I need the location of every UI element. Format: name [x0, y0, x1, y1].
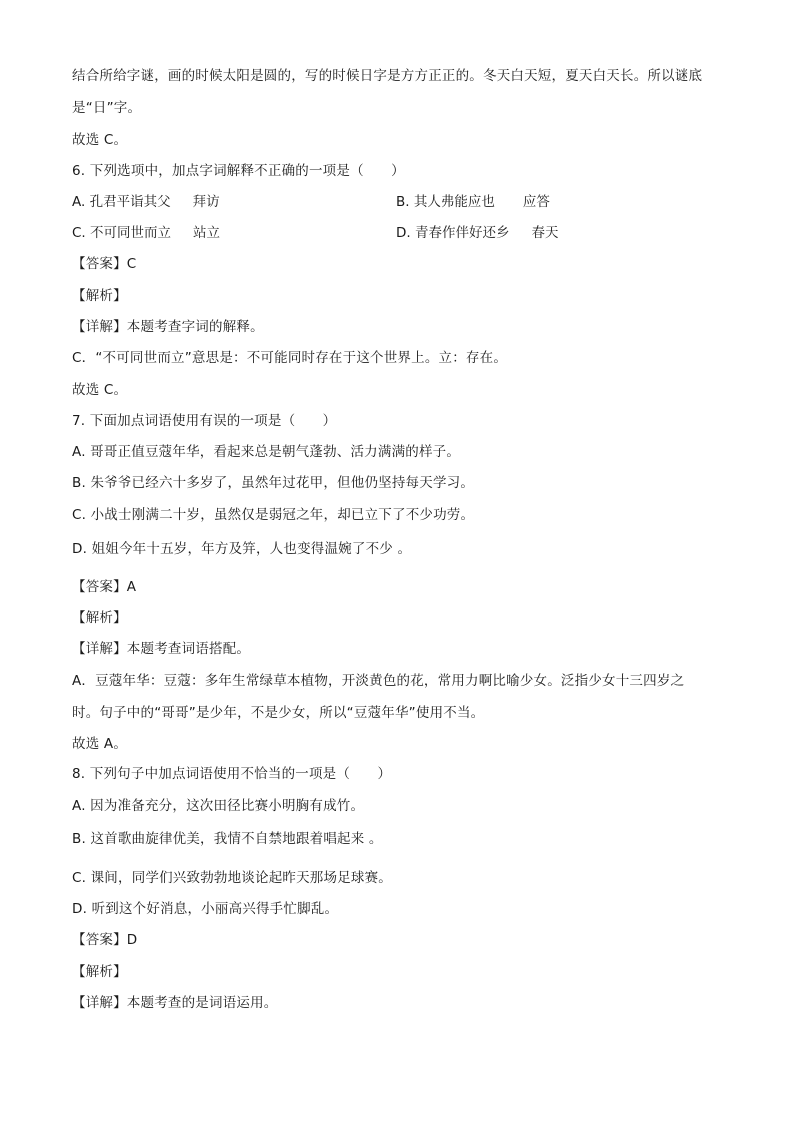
q6-answer: 【答案】C — [72, 256, 137, 272]
q6-option-a — [72, 192, 220, 212]
q8-detail: 【详解】本题考查的是词语运用。 — [72, 995, 278, 1011]
q8-option-d: D. 听到这个好消息，小丽高兴得手忙脚乱。 — [72, 901, 339, 917]
text-line: 是“日”字。 — [72, 100, 142, 116]
text-line: 结合所给字谜，画的时候太阳是圆的，写的时候日字是方方正正的。冬天白天短，夏天白天长。所以谜底 — [72, 68, 703, 84]
q8-answer: 【答案】D — [72, 932, 138, 948]
q7-option-a: A. 哥哥正值豆蔻年华，看起来总是朝气蓬勃、活力满满的样子。 — [72, 444, 461, 460]
q8-analysis-heading: 【解析】 — [72, 964, 127, 980]
q7-explanation-1: A．豆蔻年华：豆蔻：多年生常绿草本植物，开淡黄色的花，常用力啊比喻少女。泛指少女十三四岁之 — [72, 673, 685, 689]
q8-option-b: B. 这首歌曲旋律优美，我情不自禁地跟着唱起来 。 — [72, 831, 383, 847]
q6-analysis-heading: 【解析】 — [72, 288, 127, 304]
q6-detail: 【详解】本题考查字词的解释。 — [72, 319, 264, 335]
q6-option-b-text: B. 其人弗能应也 — [396, 194, 495, 210]
text-line: 故选 C。 — [72, 132, 128, 148]
q6-option-a-text: A. 孔君平诣其父 — [72, 194, 171, 210]
q6-option-c-meaning: 站立 — [193, 225, 221, 241]
q7-analysis-heading: 【解析】 — [72, 610, 127, 626]
q7-detail: 【详解】本题考查词语搭配。 — [72, 641, 251, 657]
q6-option-d — [396, 223, 558, 243]
question-7: 7. 下面加点词语使用有误的一项是（ ） — [72, 413, 337, 429]
q8-option-c: C. 课间，同学们兴致勃勃地谈论起昨天那场足球赛。 — [72, 870, 393, 886]
q7-choose: 故选 A。 — [72, 736, 128, 752]
q6-choose: 故选 C。 — [72, 382, 128, 398]
q6-option-b-meaning: 应答 — [522, 194, 550, 210]
q6-option-a-meaning: 拜访 — [192, 194, 220, 210]
q7-option-d: D. 姐姐今年十五岁，年方及笄，人也变得温婉了不少 。 — [72, 541, 412, 557]
q6-option-d-text: D. 青春作伴好还乡 — [396, 225, 510, 241]
q6-explanation: C．“不可同世而立”意思是：不可能同时存在于这个世界上。立：存在。 — [72, 350, 508, 366]
q6-option-b — [396, 192, 550, 212]
question-6: 6. 下列选项中，加点字词解释不正确的一项是（ ） — [72, 163, 405, 179]
q6-option-c-text: C. 不可同世而立 — [72, 225, 172, 241]
q7-option-b: B. 朱爷爷已经六十多岁了，虽然年过花甲，但他仍坚持每天学习。 — [72, 475, 475, 491]
q8-option-a: A. 因为准备充分，这次田径比赛小明胸有成竹。 — [72, 798, 365, 814]
q6-option-c — [72, 223, 220, 243]
question-8: 8. 下列句子中加点词语使用不恰当的一项是（ ） — [72, 766, 392, 782]
q7-answer: 【答案】A — [72, 579, 137, 595]
q7-option-c: C. 小战士刚满二十岁，虽然仅是弱冠之年，却已立下了不少功劳。 — [72, 507, 475, 523]
q7-explanation-2: 时。句子中的“哥哥”是少年，不是少女，所以“豆蔻年华”使用不当。 — [72, 705, 485, 721]
q6-option-d-meaning: 春天 — [531, 225, 559, 241]
